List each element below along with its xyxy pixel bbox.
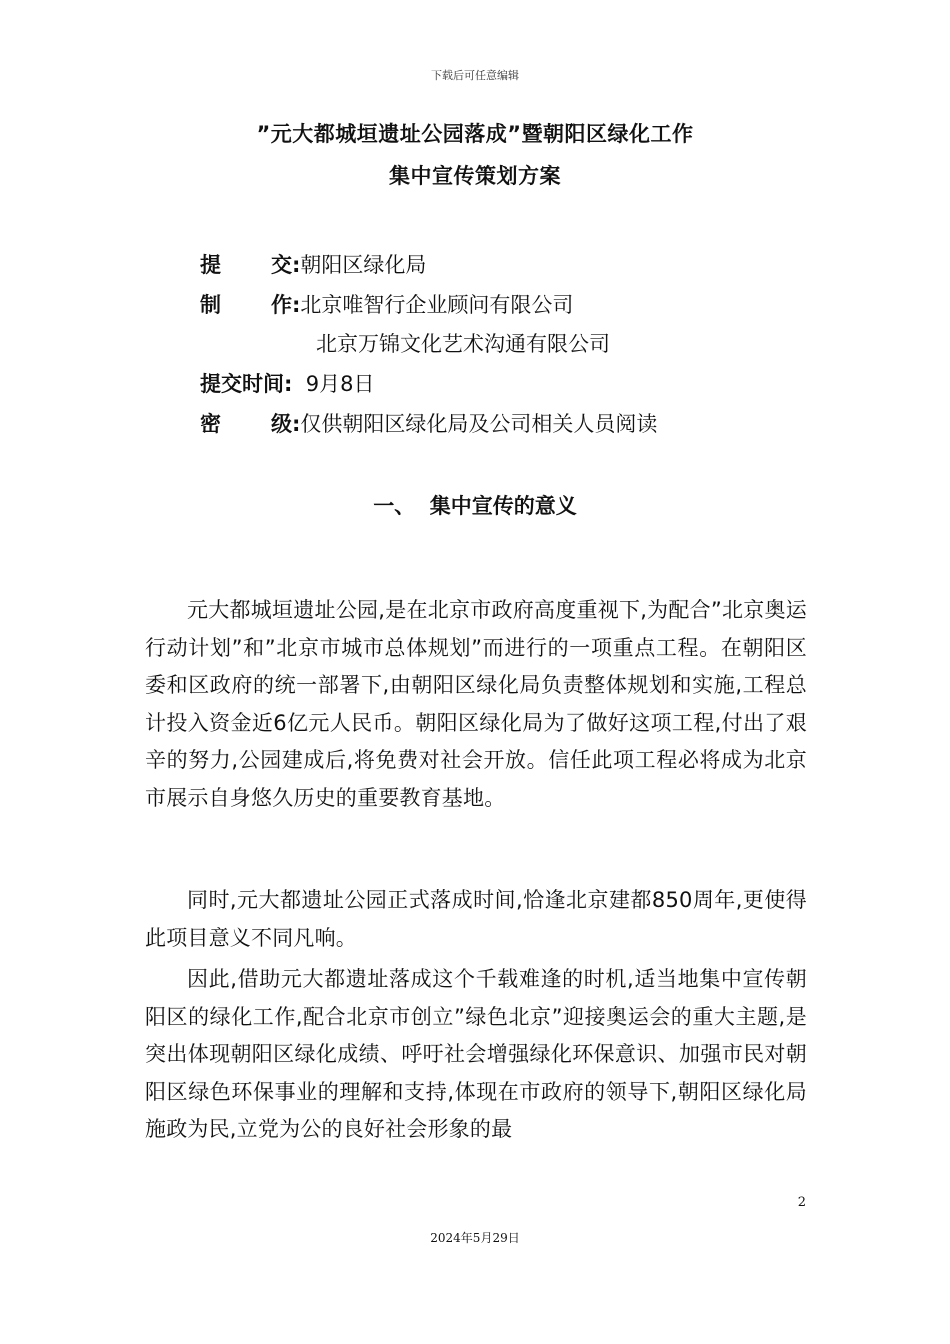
document-title-line-2: 集中宣传策划方案: [389, 164, 561, 188]
paragraph-text: 元大都城垣遗址公园,是在北京市政府高度重视下,为配合”北京奥运行动计划”和”北京市城市总体规划”而进行的一项重点工程。在朝阳区委和区政府的统一部署下,由朝阳区绿化局负责整体规划和实施,工程总计投入资金近6亿元人民币。朝阳区绿化局为了做好这项工程,付出了艰辛的努力,公园建成后,将免费对社会开放。信任此项工程必将成为北京市展示自身悠久历史的重要教育基地。: [145, 598, 807, 810]
meta-submit-time-value: 9月8日: [305, 372, 375, 396]
page-number: 2: [797, 1195, 806, 1210]
paragraph-text: 因此,借助元大都遗址落成这个千载难逢的时机,适当地集中宣传朝阳区的绿化工作,配合北京市创立”绿色北京”迎接奥运会的重大主题,是突出体现朝阳区绿化成绩、呼吁社会增强绿化环保意识、加强市民对朝阳区绿色环保事业的理解和支持,体现在市政府的领导下,朝阳区绿化局施政为民,立党为公的良好社会形象的最: [145, 967, 807, 1141]
meta-secrecy-label-b: 级: [271, 412, 292, 436]
meta-submit-label: [200, 250, 292, 280]
meta-made-by-label-b: 作: [271, 293, 292, 317]
meta-submit-label-a: 提: [200, 253, 221, 277]
meta-submit-time-row: [200, 369, 375, 399]
meta-submit-label-b: 交: [271, 253, 292, 277]
meta-submit-colon: :: [292, 253, 301, 277]
meta-secrecy-label-a: 密: [200, 412, 221, 436]
meta-made-by-value: 北京唯智行企业顾问有限公司: [300, 293, 574, 317]
meta-secrecy-colon: :: [292, 412, 301, 436]
section-heading: 一、 集中宣传的意义: [373, 494, 577, 518]
meta-submit-row: [200, 250, 426, 280]
meta-made-by-row: [200, 290, 573, 320]
meta-secrecy-value: 仅供朝阳区绿化局及公司相关人员阅读: [300, 412, 658, 436]
meta-made-by-label-a: 制: [200, 293, 221, 317]
paragraph-text: 同时,元大都遗址公园正式落成时间,恰逢北京建都850周年,更使得此项目意义不同凡响。: [145, 888, 807, 950]
meta-made-by-label: [200, 290, 292, 320]
meta-submit-value: 朝阳区绿化局: [300, 253, 427, 277]
header-note: 下载后可任意编辑: [431, 69, 519, 82]
document-title-line-1: ”元大都城垣遗址公园落成”暨朝阳区绿化工作: [256, 122, 694, 146]
body-paragraph-2: [145, 882, 807, 957]
meta-secrecy-row: [200, 409, 657, 439]
meta-made-by-value-2: 北京万锦文化艺术沟通有限公司: [316, 332, 610, 356]
meta-made-by-colon: :: [292, 293, 301, 317]
meta-secrecy-label: [200, 409, 292, 439]
footer-date: 2024年5月29日: [430, 1231, 520, 1245]
meta-submit-time-label: 提交时间:: [200, 372, 293, 396]
body-paragraph-1: [145, 592, 807, 817]
body-paragraph-3: [145, 961, 807, 1149]
